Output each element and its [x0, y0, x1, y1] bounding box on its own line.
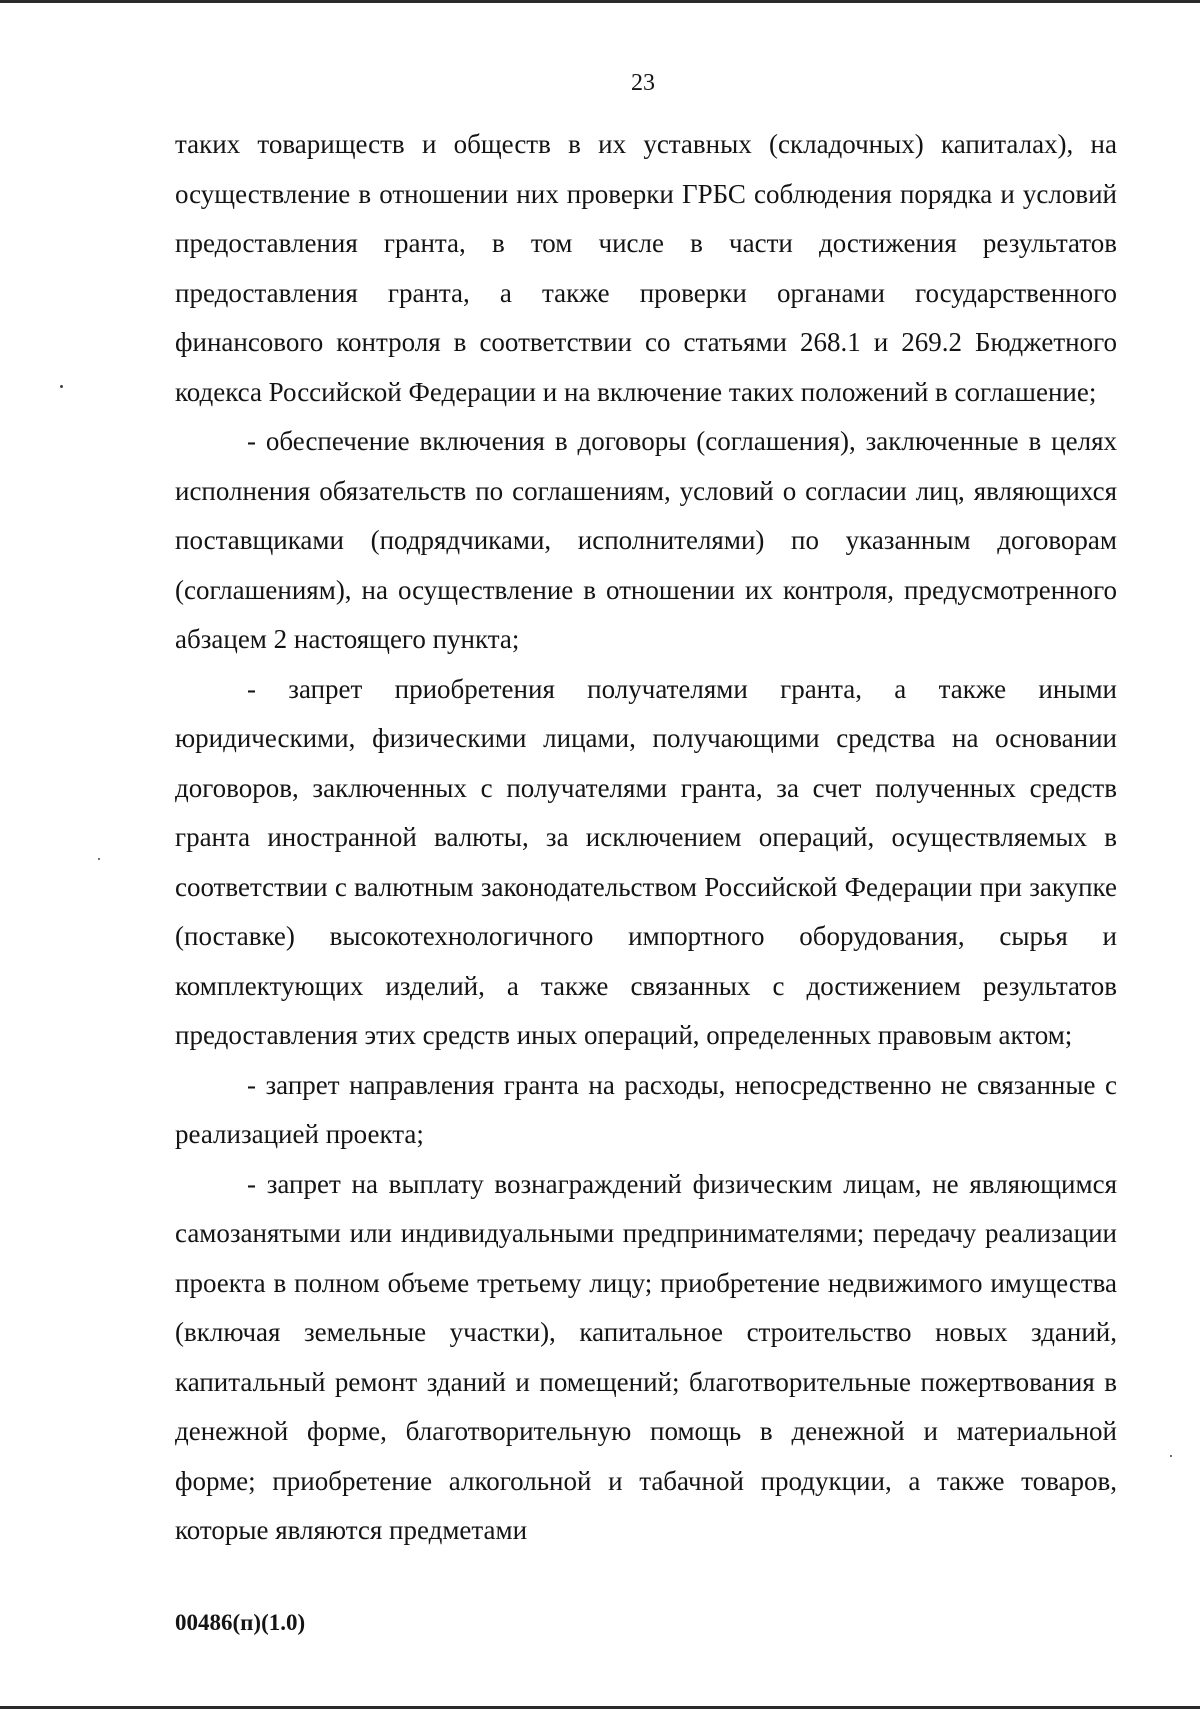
page-number: 23	[631, 70, 655, 96]
paragraph-2: - обеспечение включения в договоры (соглашения), заключенные в целях исполнения обязательств по соглашениям, условий о согласии лиц, являющихся поставщиками (подрядчиками, исполнителями) по указанным договорам (соглашениям), на осуществление в отношении их контроля, предусмотренного абзацем 2 настоящего пункта;	[175, 426, 1117, 654]
paragraph-3: - запрет приобретения получателями гранта, а также иными юридическими, физическими лицами, получающими средства на основании договоров, заключенных с получателями гранта, за счет полученных средств гранта иностранной валюты, за исключением операций, осуществляемых в соответствии с валютным законодательством Российской Федерации при закупке (поставке) высокотехнологичного импортного оборудования, сырья и комплектующих изделий, а также связанных с достижением результатов предоставления этих средств иных операций, определенных правовым актом;	[175, 673, 1117, 1050]
scan-speck	[98, 858, 100, 860]
paragraph-1: таких товариществ и обществ в их уставных (складочных) капиталах), на осуществление в отношении них проверки ГРБС соблюдения порядка и условий предоставления гранта, в том числе в части достижения результатов предоставления гранта, а также проверки органами государственного финансового контроля в соответствии со статьями 268.1 и 269.2 Бюджетного кодекса Российской Федерации и на включение таких положений в соглашение;	[175, 129, 1117, 407]
scan-speck	[1170, 1455, 1172, 1457]
scan-top-edge	[0, 0, 1200, 3]
scan-bottom-edge	[0, 1706, 1200, 1709]
scan-speck	[60, 385, 63, 388]
document-code: 00486(п)(1.0)	[175, 1610, 306, 1635]
paragraph-5: - запрет на выплату вознаграждений физическим лицам, не являющимся самозанятыми или индивидуальными предпринимателями; передачу реализации проекта в полном объеме третьему лицу; приобретение недвижимого имущества (включая земельные участки), капитальное строительство новых зданий, капитальный ремонт зданий и помещений; благотворительные пожертвования в денежной форме, благотворительную помощь в денежной и материальной форме; приобретение алкогольной и табачной продукции, а также товаров, которые являются предметами	[175, 1168, 1117, 1545]
paragraph-4: - запрет направления гранта на расходы, непосредственно не связанные с реализацией проекта;	[175, 1069, 1117, 1149]
document-body	[175, 120, 1117, 1556]
